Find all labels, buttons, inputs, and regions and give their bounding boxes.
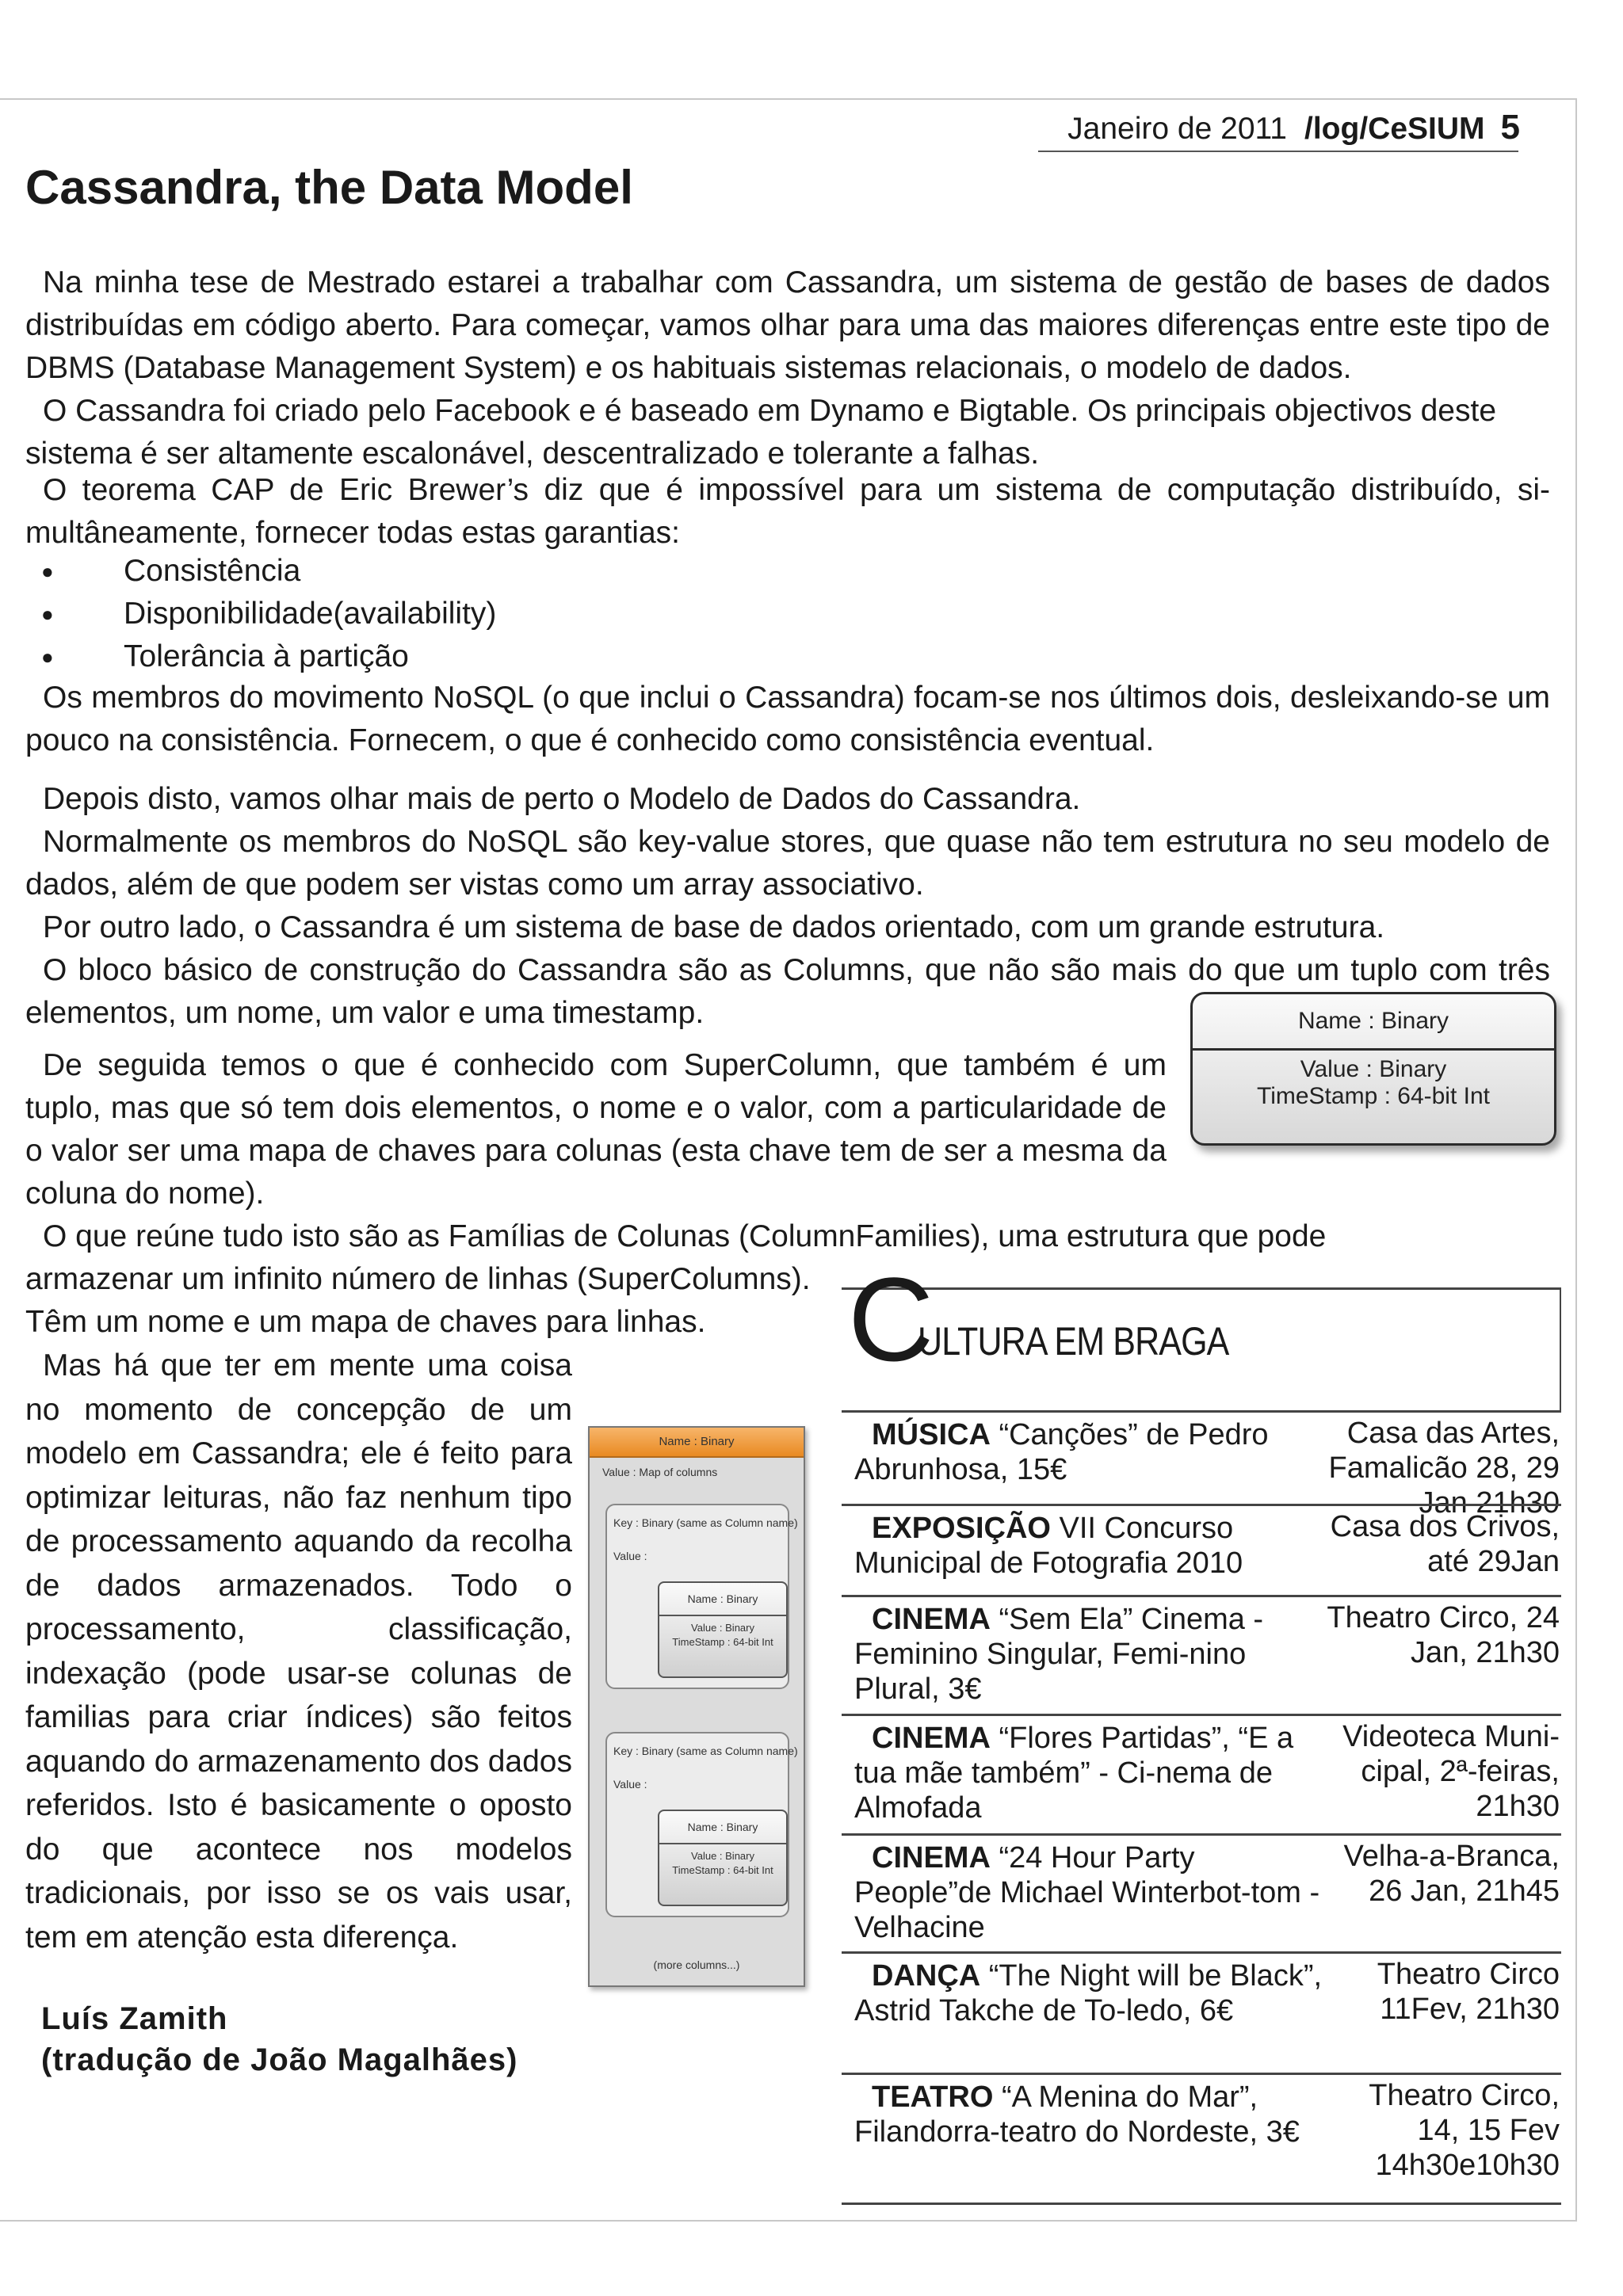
list-item (842, 1410, 1561, 1520)
event-description (854, 1840, 1325, 1945)
event-venue: Videoteca Muni-cipal, 2ª-feiras, 21h30 (1342, 1720, 1560, 1823)
supercolumn-box (605, 1504, 798, 1689)
event-description (854, 1417, 1325, 1487)
event-text: “A Menina do Mar”, Filandorra-teatro do Nordeste, 3€ (854, 2081, 1300, 2149)
list-item: ● Tolerância à partição (25, 635, 496, 678)
paragraph-9: De seguida temos o que é conhecido com SuperColumn, que também é um tuplo, mas que só tem dois elementos, o nome e o valor, com a particularidade de o valor ser uma mapa de chaves para colunas (esta chave tem de ser a mesma da coluna do nome). (25, 1048, 1167, 1211)
paragraph-7: Por outro lado, o Cassandra é um sistema de base de dados orientado, com um grande estrutura. (43, 910, 1385, 944)
event-venue: Casa dos Crivos, até 29Jan (1330, 1510, 1560, 1578)
paragraph-3: O teorema CAP de Eric Brewer’s diz que é impossível para um sistema de computação distribuído, si-multâneamente, fornecer todas estas garantias: (25, 473, 1550, 550)
supercolumn-box (605, 1732, 798, 1917)
event-description (854, 1721, 1325, 1825)
list-item (842, 1714, 1561, 1833)
event-text: “The Night will be Black”, Astrid Takche de To-ledo, 6€ (854, 1959, 1323, 2027)
nested-column-timestamp: TimeStamp : 64-bit Int (672, 1864, 773, 1876)
event-category: CINEMA (872, 1603, 991, 1636)
paragraph-12: Mas há que ter em mente uma coisa no momento de concepção de um modelo em Cassandra; ele é feito para optimizar leituras, não faz nenhum tipo de processamento aquando da recolha de dados armazenados. Todo o processamento, classificação, indexação (pode usar-se colunas de familias para criar índices) são feitos aquando do armazenamento dos dados referidos. Isto é basicamente o oposto do que acontece nos modelos tradicionais, por isso se os vais usar, tem em atenção esta diferença. (25, 1348, 572, 1955)
culture-events-list (842, 1410, 1561, 2194)
cap-guarantees-list (25, 550, 496, 678)
event-text: “Flores Partidas”, “E a tua mãe também” - Ci-nema de Almofada (854, 1722, 1294, 1825)
supercolumn-value-label: Value : (613, 1550, 647, 1562)
header-publication: /log/CeSIUM (1304, 112, 1485, 146)
supercolumn-key-label: Key : Binary (same as Column name) (613, 1516, 798, 1529)
paragraph-11: Têm um nome e um mapa de chaves para linhas. (25, 1305, 706, 1339)
event-venue: Velha-a-Branca, 26 Jan, 21h45 (1343, 1840, 1560, 1908)
event-venue: Casa das Artes, Famalicão 28, 29 Jan 21h30 (1328, 1417, 1560, 1520)
culture-box-bottom-rule (842, 2203, 1561, 2205)
cf-value-map-label: Value : Map of columns (602, 1466, 718, 1478)
nested-column-timestamp: TimeStamp : 64-bit Int (672, 1636, 773, 1648)
nested-column-value: Value : Binary (691, 1850, 754, 1862)
list-item: ● Disponibilidade(availability) (25, 593, 496, 635)
paragraph-5: Depois disto, vamos olhar mais de perto o Modelo de Dados do Cassandra. (43, 782, 1081, 816)
more-columns-label: (more columns...) (653, 1958, 740, 1971)
cf-name-field: Name : Binary (590, 1428, 804, 1458)
nested-column-box (658, 1810, 788, 1906)
column-value-fields (1193, 1056, 1554, 1110)
event-text: “Sem Ela” Cinema - Feminino Singular, Femi-nino Plural, 3€ (854, 1603, 1264, 1706)
column-name-field: Name : Binary (1193, 994, 1554, 1051)
author-name: Luís Zamith (41, 2001, 228, 2036)
list-item (842, 1833, 1561, 1951)
page-number: 5 (1500, 108, 1520, 147)
culture-title-initial: C (848, 1253, 934, 1386)
nested-column-values (659, 1849, 786, 1878)
event-text: VII Concurso Municipal de Fotografia 2010 (854, 1512, 1243, 1580)
list-item (842, 1504, 1561, 1595)
event-text: “24 Hour Party People”de Michael Winterbot-tom - Velhacine (854, 1841, 1320, 1944)
supercolumn-key-label: Key : Binary (same as Column name) (613, 1745, 798, 1757)
event-venue: Theatro Circo, 14, 15 Fev 14h30e10h30 (1369, 2079, 1560, 2182)
event-venue: Theatro Circo, 24 Jan, 21h30 (1327, 1601, 1560, 1669)
column-value-field: Value : Binary (1300, 1056, 1447, 1082)
event-venue: Theatro Circo 11Fev, 21h30 (1377, 1958, 1560, 2026)
event-description (854, 2080, 1325, 2149)
running-header (1067, 108, 1520, 147)
page-frame-right (1575, 98, 1577, 2222)
column-timestamp-field: TimeStamp : 64-bit Int (1257, 1083, 1490, 1109)
list-item (842, 1951, 1561, 2073)
nested-column-box (658, 1581, 788, 1678)
paragraph-1: Na minha tese de Mestrado estarei a trabalhar com Cassandra, um sistema de gestão de bases de dados distribuídas em código aberto. Para começar, vamos olhar para uma das maiores diferenças entre este tipo de DBMS (Database Management System) e os habituais sistemas relacionais, o modelo de dados. (25, 265, 1550, 385)
event-description (854, 1958, 1325, 2028)
article-title: Cassandra, the Data Model (25, 161, 633, 214)
nested-column-name: Name : Binary (659, 1811, 786, 1844)
column-family-diagram (588, 1426, 805, 1987)
header-date: Janeiro de 2011 (1067, 112, 1287, 146)
paragraph-2: O Cassandra foi criado pelo Facebook e é baseado em Dynamo e Bigtable. Os principais objectivos deste sistema é ser altamente escalonável, descentralizado e tolerante a falhas. (25, 394, 1497, 471)
page-frame-bottom (0, 2220, 1577, 2222)
event-description (854, 1511, 1325, 1581)
supercolumn-value-label: Value : (613, 1778, 647, 1791)
nested-column-values (659, 1621, 786, 1650)
culture-title: ULTURA EM BRAGA (918, 1319, 1229, 1363)
header-rule (1038, 151, 1518, 152)
paragraph-8: O bloco básico de construção do Cassandra são as Columns, que não são mais do que um tuplo com três elementos, um nome, um valor e uma timestamp. (25, 953, 1550, 1030)
paragraph-6: Normalmente os membros do NoSQL são key-value stores, que quase não tem estrutura no seu modelo de dados, além de que podem ser vistas como um array associativo. (25, 825, 1550, 902)
nested-column-name: Name : Binary (659, 1583, 786, 1616)
list-item: ● Consistência (25, 550, 496, 593)
paragraph-10: O que reúne tudo isto são as Famílias de Colunas (ColumnFamilies), uma estrutura que pode armazenar um infinito número de linhas (SuperColumns). (25, 1219, 1327, 1296)
event-text: “Canções” de Pedro Abrunhosa, 15€ (854, 1418, 1269, 1486)
column-diagram (1190, 992, 1556, 1146)
event-description (854, 1602, 1325, 1707)
event-category: CINEMA (872, 1841, 991, 1875)
culture-box-right-rule (1560, 1287, 1561, 1412)
nested-column-value: Value : Binary (691, 1622, 754, 1634)
page-frame-top (0, 98, 1577, 100)
culture-box-top-rule (842, 1287, 1561, 1290)
event-category: CINEMA (872, 1722, 991, 1755)
translator-credit: (tradução de João Magalhães) (41, 2042, 518, 2077)
event-category: EXPOSIÇÃO (872, 1512, 1051, 1545)
list-item (842, 1595, 1561, 1714)
list-item (842, 2073, 1561, 2194)
event-category: MÚSICA (872, 1418, 991, 1451)
event-category: TEATRO (872, 2081, 994, 2114)
paragraph-4: Os membros do movimento NoSQL (o que inclui o Cassandra) focam-se nos últimos dois, desleixando-se um pouco na consistência. Fornecem, o que é conhecido como consistência eventual. (25, 681, 1550, 757)
byline (41, 1998, 517, 2081)
event-category: DANÇA (872, 1959, 981, 1993)
